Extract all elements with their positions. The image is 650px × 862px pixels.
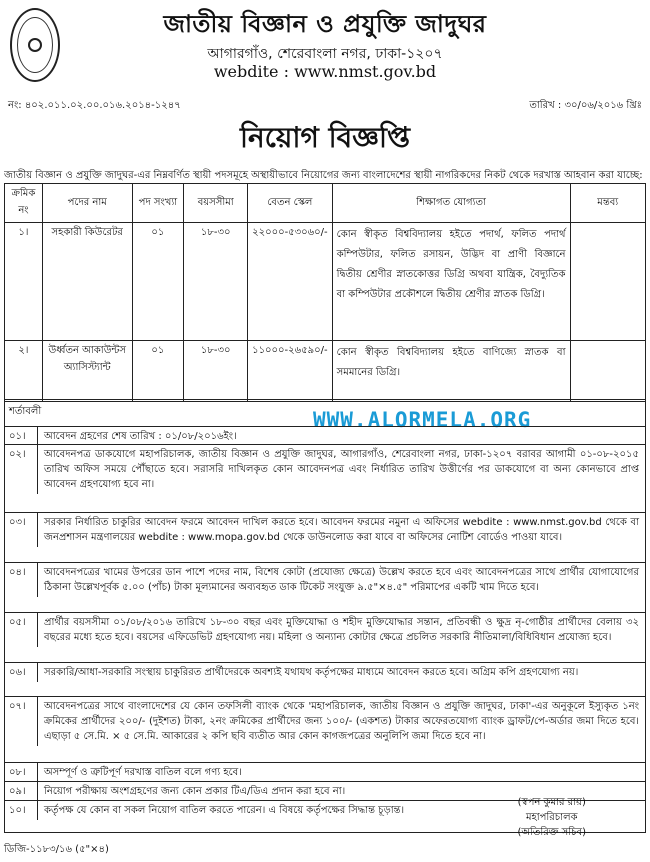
conditions-label: শর্তাবলী bbox=[9, 406, 42, 417]
condition-item bbox=[5, 512, 645, 547]
condition-text: কর্তৃপক্ষ যে কোন বা সকল নিয়োগ বাতিল করতে পারেন। এ বিষয়ে কর্তৃপক্ষের সিদ্ধান্ত চূড়ান্ত। bbox=[37, 801, 645, 820]
cell-serial: ২। bbox=[5, 341, 43, 402]
condition-text: অসম্পূর্ণ ও ত্রুটিপূর্ণ দরখাস্ত বাতিল বলে গণ্য হবে। bbox=[37, 763, 645, 782]
header-serial: ক্রমিক নং bbox=[5, 184, 43, 223]
org-name: জাতীয় বিজ্ঞান ও প্রযুক্তি জাদুঘর bbox=[163, 10, 487, 38]
condition-text: নিয়োগ পরীক্ষায় অংশগ্রহণের জন্য কোন প্রকার টিএ/ডিএ প্রদান করা হবে না। bbox=[37, 782, 645, 801]
page-title: নিয়োগ বিজ্ঞপ্তি bbox=[239, 121, 411, 154]
condition-number: ০৫। bbox=[9, 617, 26, 628]
header-count: পদ সংখ্যা bbox=[132, 184, 184, 223]
table-row bbox=[5, 341, 646, 402]
condition-number: ০৪। bbox=[9, 567, 26, 578]
footer-code: ডিজি-১১৮৩/১৬ (৫"×৪) bbox=[4, 844, 109, 855]
cell-post: সহকারী কিউরেটর bbox=[42, 223, 132, 341]
cell-qualification: কোন স্বীকৃত বিশ্ববিদ্যালয় হইতে পদার্থ, ফলিত পদার্থ কম্পিউটার, ফলিত রসায়ন, উদ্ভিদ বা প্রাণী বিজ্ঞানে দ্বিতীয় শ্রেণীর স্নাতকোত্তর ডিগ্রি অথবা যান্ত্রিক, বৈদ্যুতিক বা কম্পিউটার প্রকৌশলে দ্বিতীয় শ্রেণীর স্নাতক ডিগ্রি। bbox=[332, 223, 570, 341]
notice-date: তারিখ : ৩০/০৬/২০১৬ খ্রিঃ bbox=[529, 100, 642, 111]
cell-count: ০১ bbox=[132, 341, 184, 402]
conditions-box bbox=[4, 399, 646, 833]
condition-number: ০১। bbox=[9, 431, 26, 442]
condition-text: আবেদনপত্রের খামের উপরের ডান পাশে পদের নাম, বিশেষ কোটা (প্রযোজ্য ক্ষেত্রে) উল্লেখ করতে হবে এবং আবেদনপত্রের সাথে প্রার্থীর যোগাযোগের ঠিকানা উল্লেখপূর্বক ৫.০০ (পাঁচ) টাকা মূল্যমানের অব্যবহৃত ডাক টিকেট সংযুক্ত ৯.৫"×৪.৫" পরিমাপের একটি খাম দিতে হবে। bbox=[37, 563, 645, 597]
condition-number: ০৭। bbox=[9, 701, 26, 712]
cell-count: ০১ bbox=[132, 223, 184, 341]
signatory-extra: (অতিরিক্ত সচিব) bbox=[517, 827, 586, 838]
cell-serial: ১। bbox=[5, 223, 43, 341]
condition-number: ১০। bbox=[9, 805, 26, 816]
condition-number: ০৮। bbox=[9, 767, 26, 778]
header-post: পদের নাম bbox=[42, 184, 132, 223]
memo-number: নং: ৪০২.০১১.০২.০০.০১৬.২০১৪-১২৪৭ bbox=[8, 100, 181, 111]
jobs-table bbox=[4, 183, 646, 402]
header-scale: বেতন স্কেল bbox=[248, 184, 333, 223]
condition-text: সরকার নির্ধারিত চাকুরির আবেদন ফরমে আবেদন দাখিল করতে হবে। আবেদন ফরমের নমুনা এ অফিসের webdite : www.nmst.gov.bd থেকে বা জনপ্রশাসন মন্ত্রণালয়ের webdite : www.mopa.gov.bd থেকে ডাউনলোড করা যাবে বা অফিসের নোটিশ বোর্ডেও পাওয়া যাবে। bbox=[37, 513, 645, 547]
header-remarks: মন্তব্য bbox=[570, 184, 646, 223]
condition-number: ০৯। bbox=[9, 786, 26, 797]
header-qualification: শিক্ষাগত যোগ্যতা bbox=[332, 184, 570, 223]
condition-text: আবেদনপত্র ডাকযোগে মহাপরিচালক, জাতীয় বিজ্ঞান ও প্রযুক্তি জাদুঘর, আগারগাঁও, শেরেবাংলা নগর, ঢাকা-১২০৭ বরাবর আগামী ০১-০৮-২০১৫ তারিখ অফিস সময়ে পৌঁছাতে হবে। সরাসরি দাখিলকৃত কোন আবেদনপত্র এবং নির্ধারিত তারিখ উত্তীর্ণের পর ডাকযোগে বা অন্য কোনভাবে প্রাপ্ত আবেদন গ্রহণযোগ্য হবে না। bbox=[37, 445, 645, 494]
header-age: বয়সসীমা bbox=[184, 184, 248, 223]
cell-scale: ২২০০০-৫৩০৬০/- bbox=[248, 223, 333, 341]
condition-text: আবেদন গ্রহণের শেষ তারিখ : ০১/০৮/২০১৬ইং। bbox=[37, 427, 645, 446]
signatory-name: (স্বপন কুমার রায়) bbox=[517, 797, 586, 808]
cell-age: ১৮-৩০ bbox=[184, 223, 248, 341]
condition-item bbox=[5, 696, 645, 746]
condition-text: প্রার্থীর বয়সসীমা ০১/০৮/২০১৬ তারিখে ১৮-৩০ বছর এবং মুক্তিযোদ্ধা ও শহীদ মুক্তিযোদ্ধার সন্তান, প্রতিবন্ধী ও ক্ষুদ্র নৃ-গোষ্ঠীর প্রার্থীদের বেলায় ৩২ বছরের মধ্যে হতে হবে। বয়সের এফিডেভিট গ্রহণযোগ্য নয়। মহিলা ও অন্যান্য কোটার ক্ষেত্রে প্রচলিত সরকারি নীতিমালা/বিধিবিধান প্রযোজ্য হবে। bbox=[37, 613, 645, 647]
condition-number: ০২। bbox=[9, 449, 26, 460]
condition-item bbox=[5, 762, 645, 782]
org-address: আগারগাঁও, শেরেবাংলা নগর, ঢাকা-১২০৭ bbox=[207, 46, 443, 62]
condition-text: আবেদনপত্রের সাথে বাংলাদেশের যে কোন তফসিলী ব্যাংক থেকে 'মহাপরিচালক, জাতীয় বিজ্ঞান ও প্রযুক্তি জাদুঘর, ঢাকা'-এর অনুকূলে ইস্যুকৃত ১নং ক্রমিকের প্রার্থীদের ২০০/- (দুইশত) টাকা, ২নং ক্রমিকের প্রার্থীদের জন্য ১০০/- (একশত) টাকার অফেরতযোগ্য ব্যাংক ড্রাফট/পে-অর্ডার জমা দিতে হবে। এছাড়া ৫ সে.মি. × ৫ সে.মি. আকারের ২ কপি ছবি ব্যতীত আর কোন কাগজপত্রের অনুলিপি জমা দিতে হবে না। bbox=[37, 697, 645, 746]
condition-number: ০৩। bbox=[9, 517, 26, 528]
cell-remarks bbox=[570, 341, 646, 402]
signature-block bbox=[517, 795, 586, 840]
org-website: webdite : www.nmst.gov.bd bbox=[213, 62, 437, 81]
condition-item bbox=[5, 426, 645, 446]
cell-qualification: কোন স্বীকৃত বিশ্ববিদ্যালয় হইতে বাণিজ্যে স্নাতক বা সমমানের ডিগ্রি। bbox=[332, 341, 570, 402]
condition-item bbox=[5, 612, 645, 647]
signatory-title: মহাপরিচালক bbox=[525, 812, 578, 823]
condition-item bbox=[5, 444, 645, 494]
table-row bbox=[5, 223, 646, 341]
cell-scale: ১১০০০-২৬৫৯০/- bbox=[248, 341, 333, 402]
intro-text: জাতীয় বিজ্ঞান ও প্রযুক্তি জাদুঘর-এর নিম্নবর্ণিত স্থায়ী পদসমূহে অস্থায়ীভাবে নিয়োগের জন্য বাংলাদেশের স্থায়ী নাগরিকদের নিকট থেকে দরখাস্ত আহবান করা যাচ্ছে: bbox=[4, 170, 643, 181]
condition-item bbox=[5, 662, 645, 682]
condition-text: সরকারি/আধা-সরকারি সংস্থায় চাকুরিরত প্রার্থীদেরকে অবশ্যই যথাযথ কর্তৃপক্ষের মাধ্যমে আবেদন করতে হবে। অগ্রিম কপি গ্রহণযোগ্য নয়। bbox=[37, 663, 645, 682]
condition-number: ০৬। bbox=[9, 667, 26, 678]
cell-post: উর্ধ্বতন আকাউন্টস অ্যাসিস্ট্যান্ট bbox=[42, 341, 132, 402]
condition-item bbox=[5, 562, 645, 597]
watermark-text: WWW.ALORMELA.ORG bbox=[313, 408, 532, 432]
cell-remarks bbox=[570, 223, 646, 341]
table-header-row bbox=[5, 184, 646, 223]
cell-age: ১৮-৩০ bbox=[184, 341, 248, 402]
